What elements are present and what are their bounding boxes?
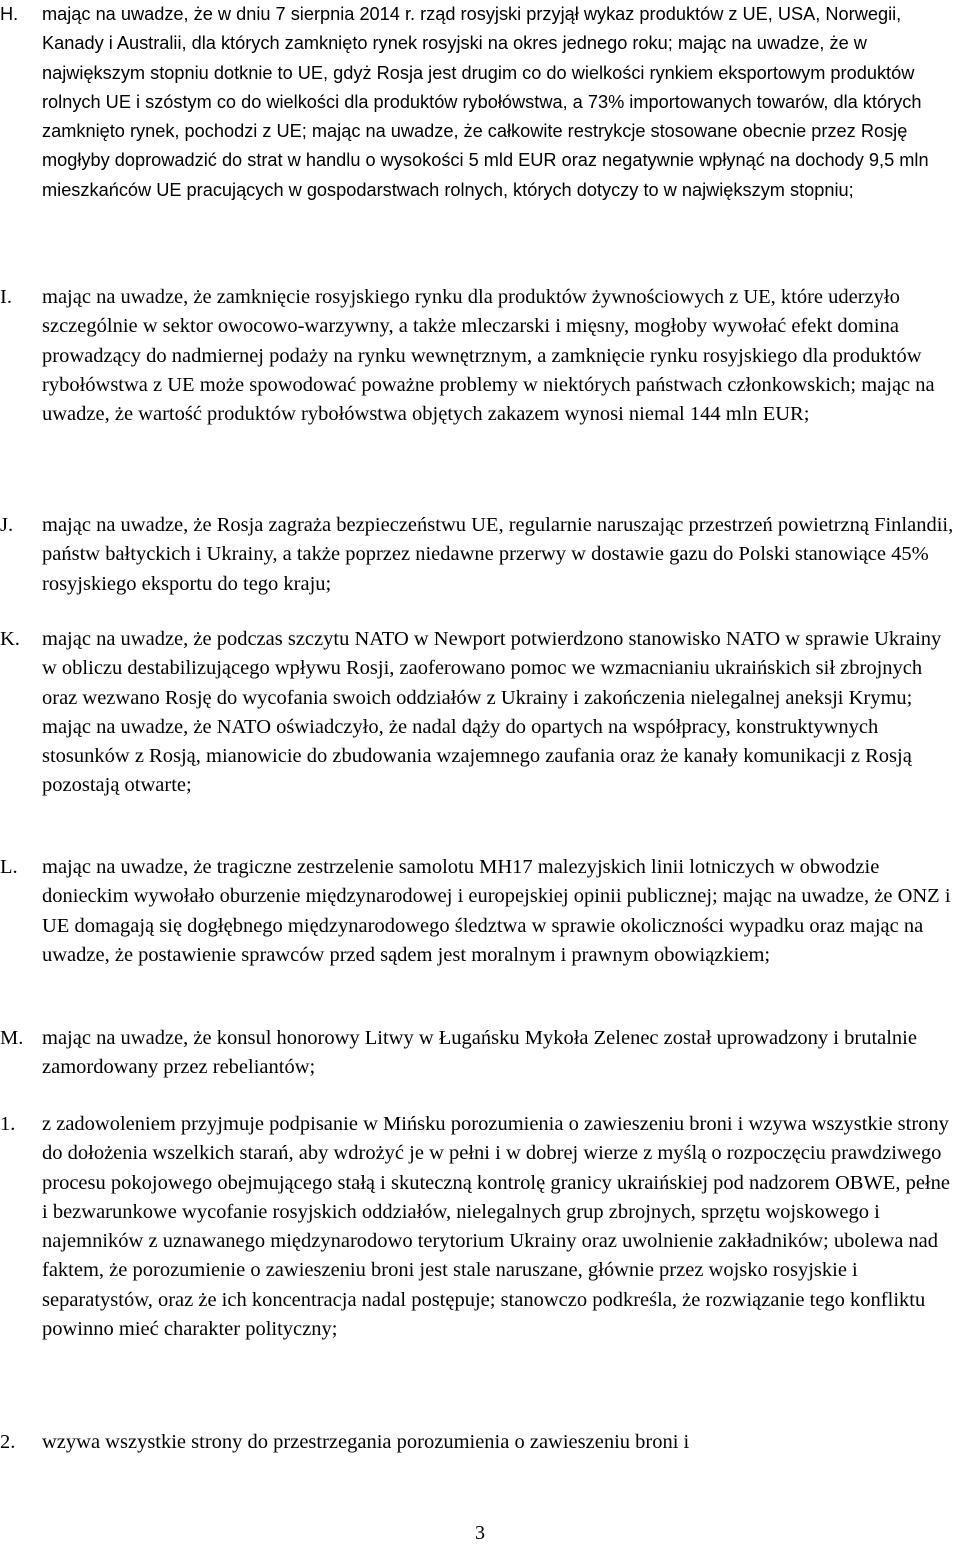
recital-j bbox=[0, 511, 955, 599]
recital-marker: M. bbox=[0, 1027, 24, 1049]
article-marker: 1. bbox=[0, 1113, 16, 1135]
recital-marker: L. bbox=[0, 856, 18, 878]
recital-l bbox=[0, 853, 955, 970]
recital-text: mając na uwadze, że konsul honorowy Litwy w Ługańsku Mykoła Zelenec został uprowadzony i brutalnie zamordowany przez rebeliantów; bbox=[42, 1027, 917, 1079]
recital-marker: I. bbox=[0, 286, 12, 308]
recital-marker: J. bbox=[0, 514, 14, 536]
page-number: 3 bbox=[475, 1522, 485, 1544]
recital-text: mając na uwadze, że zamknięcie rosyjskiego rynku dla produktów żywnościowych z UE, które uderzyło szczególnie w sektor owocowo-warzywny, a także mleczarski i mięsny, mogłoby wywołać efekt domina prowadzący do nadmiernej podaży na rynku wewnętrznym, a zamknięcie rynku rosyjskiego dla produktów rybołówstwa z UE może spowodować poważne problemy w niektórych państwach członkowskich; mając na uwadze, że wartość produktów rybołówstwa objętych zakazem wynosi niemal 144 mln EUR; bbox=[42, 286, 935, 426]
recital-text: mając na uwadze, że tragiczne zestrzelenie samolotu MH17 malezyjskich linii lotniczych w obwodzie donieckim wywołało oburzenie międzynarodowej i europejskiej opinii publicznej; mając na uwadze, że ONZ i UE domagają się dogłębnego międzynarodowego śledztwa w sprawie okoliczności wypadku oraz mając na uwadze, że postawienie sprawców przed sądem jest moralnym i prawnym obowiązkiem; bbox=[42, 856, 951, 966]
recital-h bbox=[0, 0, 955, 205]
recital-m bbox=[0, 1024, 955, 1083]
recital-text: mając na uwadze, że Rosja zagraża bezpieczeństwu UE, regularnie naruszając przestrzeń powietrzną Finlandii, państw bałtyckich i Ukrainy, a także poprzez niedawne przerwy w dostawie gazu do Polski stanowiące 45% rosyjskiego eksportu do tego kraju; bbox=[42, 514, 954, 595]
recital-text: mając na uwadze, że podczas szczytu NATO w Newport potwierdzono stanowisko NATO w sprawie Ukrainy w obliczu destabilizującego wpływu Rosji, zaoferowano pomoc we wzmacnianiu ukraińskich sił zbrojnych oraz wezwano Rosję do wycofania swoich oddziałów z Ukrainy i zakończenia nielegalnej aneksji Krymu; mając na uwadze, że NATO oświadczyło, że nadal dąży do opartych na współpracy, konstruktywnych stosunków z Rosją, mianowicie do zbudowania wzajemnego zaufania oraz że kanały komunikacji z Rosją pozostają otwarte; bbox=[42, 628, 942, 797]
article-text: z zadowoleniem przyjmuje podpisanie w Mińsku porozumienia o zawieszeniu broni i wzywa wszystkie strony do dołożenia wszelkich starań, aby wdrożyć je w pełni i w dobrej wierze z myślą o rozpoczęciu prawdziwego procesu pokojowego obejmującego stałą i skuteczną kontrolę granicy ukraińskiej pod nadzorem OBWE, pełne i bezwarunkowe wycofanie rosyjskich oddziałów, nielegalnych grup zbrojnych, sprzętu wojskowego i najemników z uznawanego międzynarodowo terytorium Ukrainy oraz uwolnienie zakładników; ubolewa nad faktem, że porozumienie o zawieszeniu broni jest stale naruszane, głównie przez wojsko rosyjskie i separatystów, oraz że ich koncentracja nadal postępuje; stanowczo podkreśla, że rozwiązanie tego konfliktu powinno mieć charakter polityczny; bbox=[42, 1113, 950, 1341]
recital-i bbox=[0, 283, 955, 429]
recital-marker: K. bbox=[0, 628, 20, 650]
article-marker: 2. bbox=[0, 1431, 16, 1453]
recital-k bbox=[0, 625, 955, 801]
article-2 bbox=[0, 1428, 955, 1457]
article-1 bbox=[0, 1110, 955, 1344]
recital-text: mając na uwadze, że w dniu 7 sierpnia 2014 r. rząd rosyjski przyjął wykaz produktów z UE, USA, Norwegii, Kanady i Australii, dla których zamknięto rynek rosyjski na okres jednego roku; mając na uwadze, że w największym stopniu dotknie to UE, gdyż Rosja jest drugim co do wielkości rynkiem eksportowym produktów rolnych UE i szóstym co do wielkości dla produktów rybołówstwa, a 73% importowanych towarów, dla których zamknięto rynek, pochodzi z UE; mając na uwadze, że całkowite restrykcje stosowane obecnie przez Rosję mogłyby doprowadzić do strat w handlu o wysokości 5 mld EUR oraz negatywnie wpłynąć na dochody 9,5 mln mieszkańców UE pracujących w gospodarstwach rolnych, których dotyczy to w największym stopniu; bbox=[42, 4, 929, 200]
recital-marker: H. bbox=[0, 4, 19, 24]
article-text: wzywa wszystkie strony do przestrzegania porozumienia o zawieszeniu broni i bbox=[42, 1431, 690, 1453]
